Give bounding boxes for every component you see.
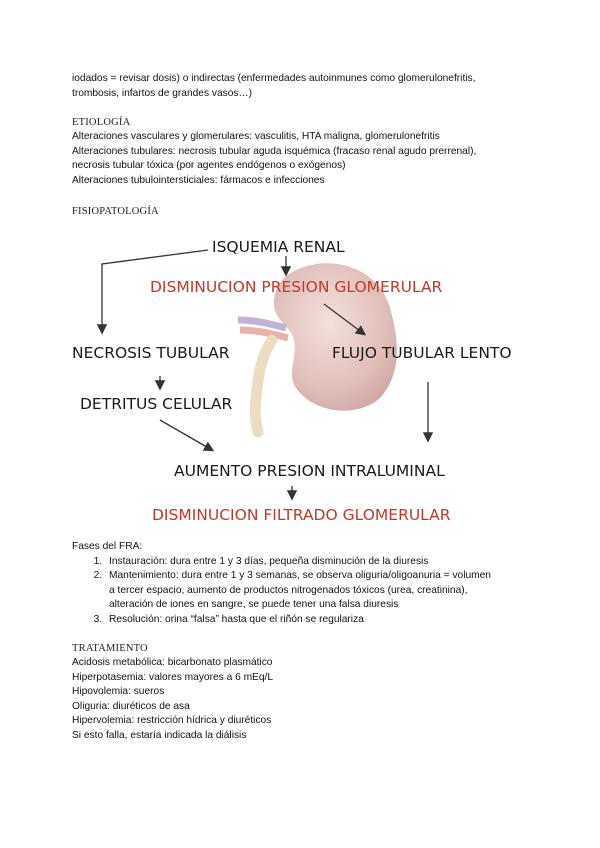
tratamiento-line: Hipervolemia: restricción hídrica y diuréticos <box>72 715 272 727</box>
node-disminucion-presion-glomerular: DISMINUCION PRESION GLOMERULAR <box>150 278 443 296</box>
kidney-diagram-graphic <box>60 228 540 534</box>
fase-line: Resolución: orina “falsa” hasta que el riñón se regulariza <box>109 613 364 625</box>
fase-line: Mantenimiento: dura entre 1 y 3 semanas, se observa oliguria/oligoanuria = volumen <box>109 570 491 582</box>
tratamiento-line: Si esto falla, estaría indicada la diálisis <box>72 729 247 741</box>
arrow-detritus-aumento <box>160 420 212 450</box>
etiologia-line: necrosis tubular tóxica (por agentes endógenos o exógenos) <box>72 160 346 172</box>
node-detritus-celular: DETRITUS CELULAR <box>80 395 233 413</box>
intro-line: iodados = revisar dosis) o indirectas (enfermedades autoinmunes como glomerulonefritis, <box>72 73 476 84</box>
etiologia-heading: ETIOLOGÍA <box>72 117 131 128</box>
fase-line: a tercer espacio, aumento de productos nitrogenados tóxicos (urea, creatinina), <box>109 584 468 596</box>
fases-heading: Fases del FRA: <box>72 541 143 552</box>
intro-paragraph <box>72 72 542 101</box>
node-flujo-tubular-lento: FLUJO TUBULAR LENTO <box>332 344 512 362</box>
fase-line: alteración de iones en sangre, se puede tener una falsa diuresis <box>109 599 399 611</box>
fases-list <box>72 555 542 628</box>
tratamiento-heading: TRATAMIENTO <box>72 643 148 654</box>
etiologia-line: Alteraciones tubulointersticiales: fármacos e infecciones <box>72 174 325 186</box>
node-disminucion-filtrado-glomerular: DISMINUCION FILTRADO GLOMERULAR <box>152 506 451 524</box>
fisiopatologia-section <box>72 205 159 219</box>
fase-item <box>105 613 542 628</box>
node-aumento-presion-intraluminal: AUMENTO PRESION INTRALUMINAL <box>174 462 445 480</box>
intro-line: trombosis, infartos de grandes vasos…) <box>72 87 253 99</box>
etiologia-line: Alteraciones vasculares y glomerulares: vasculitis, HTA maligna, glomerulonefritis <box>72 131 440 142</box>
fase-item <box>105 555 542 570</box>
node-isquemia-renal: ISQUEMIA RENAL <box>212 238 345 256</box>
node-necrosis-tubular: NECROSIS TUBULAR <box>72 344 230 362</box>
tratamiento-line: Acidosis metabólica: bicarbonato plasmático <box>72 657 273 668</box>
etiologia-line: Alteraciones tubulares: necrosis tubular aguda isquémica (fracaso renal agudo prerrenal), <box>72 145 477 157</box>
fisiopatologia-heading: FISIOPATOLOGÍA <box>72 206 159 217</box>
etiologia-section <box>72 116 542 188</box>
tratamiento-line: Hipovolemia: sueros <box>72 686 165 698</box>
tratamiento-section <box>72 642 542 744</box>
tratamiento-line: Oliguria: diuréticos de asa <box>72 700 190 712</box>
fase-item <box>105 569 542 613</box>
pathophysiology-diagram <box>60 228 540 534</box>
fases-section <box>72 540 542 628</box>
fase-line: Instauración: dura entre 1 y 3 días, pequeña disminución de la diuresis <box>109 555 429 567</box>
tratamiento-line: Hiperpotasemia: valores mayores a 6 mEq/L <box>72 671 274 683</box>
